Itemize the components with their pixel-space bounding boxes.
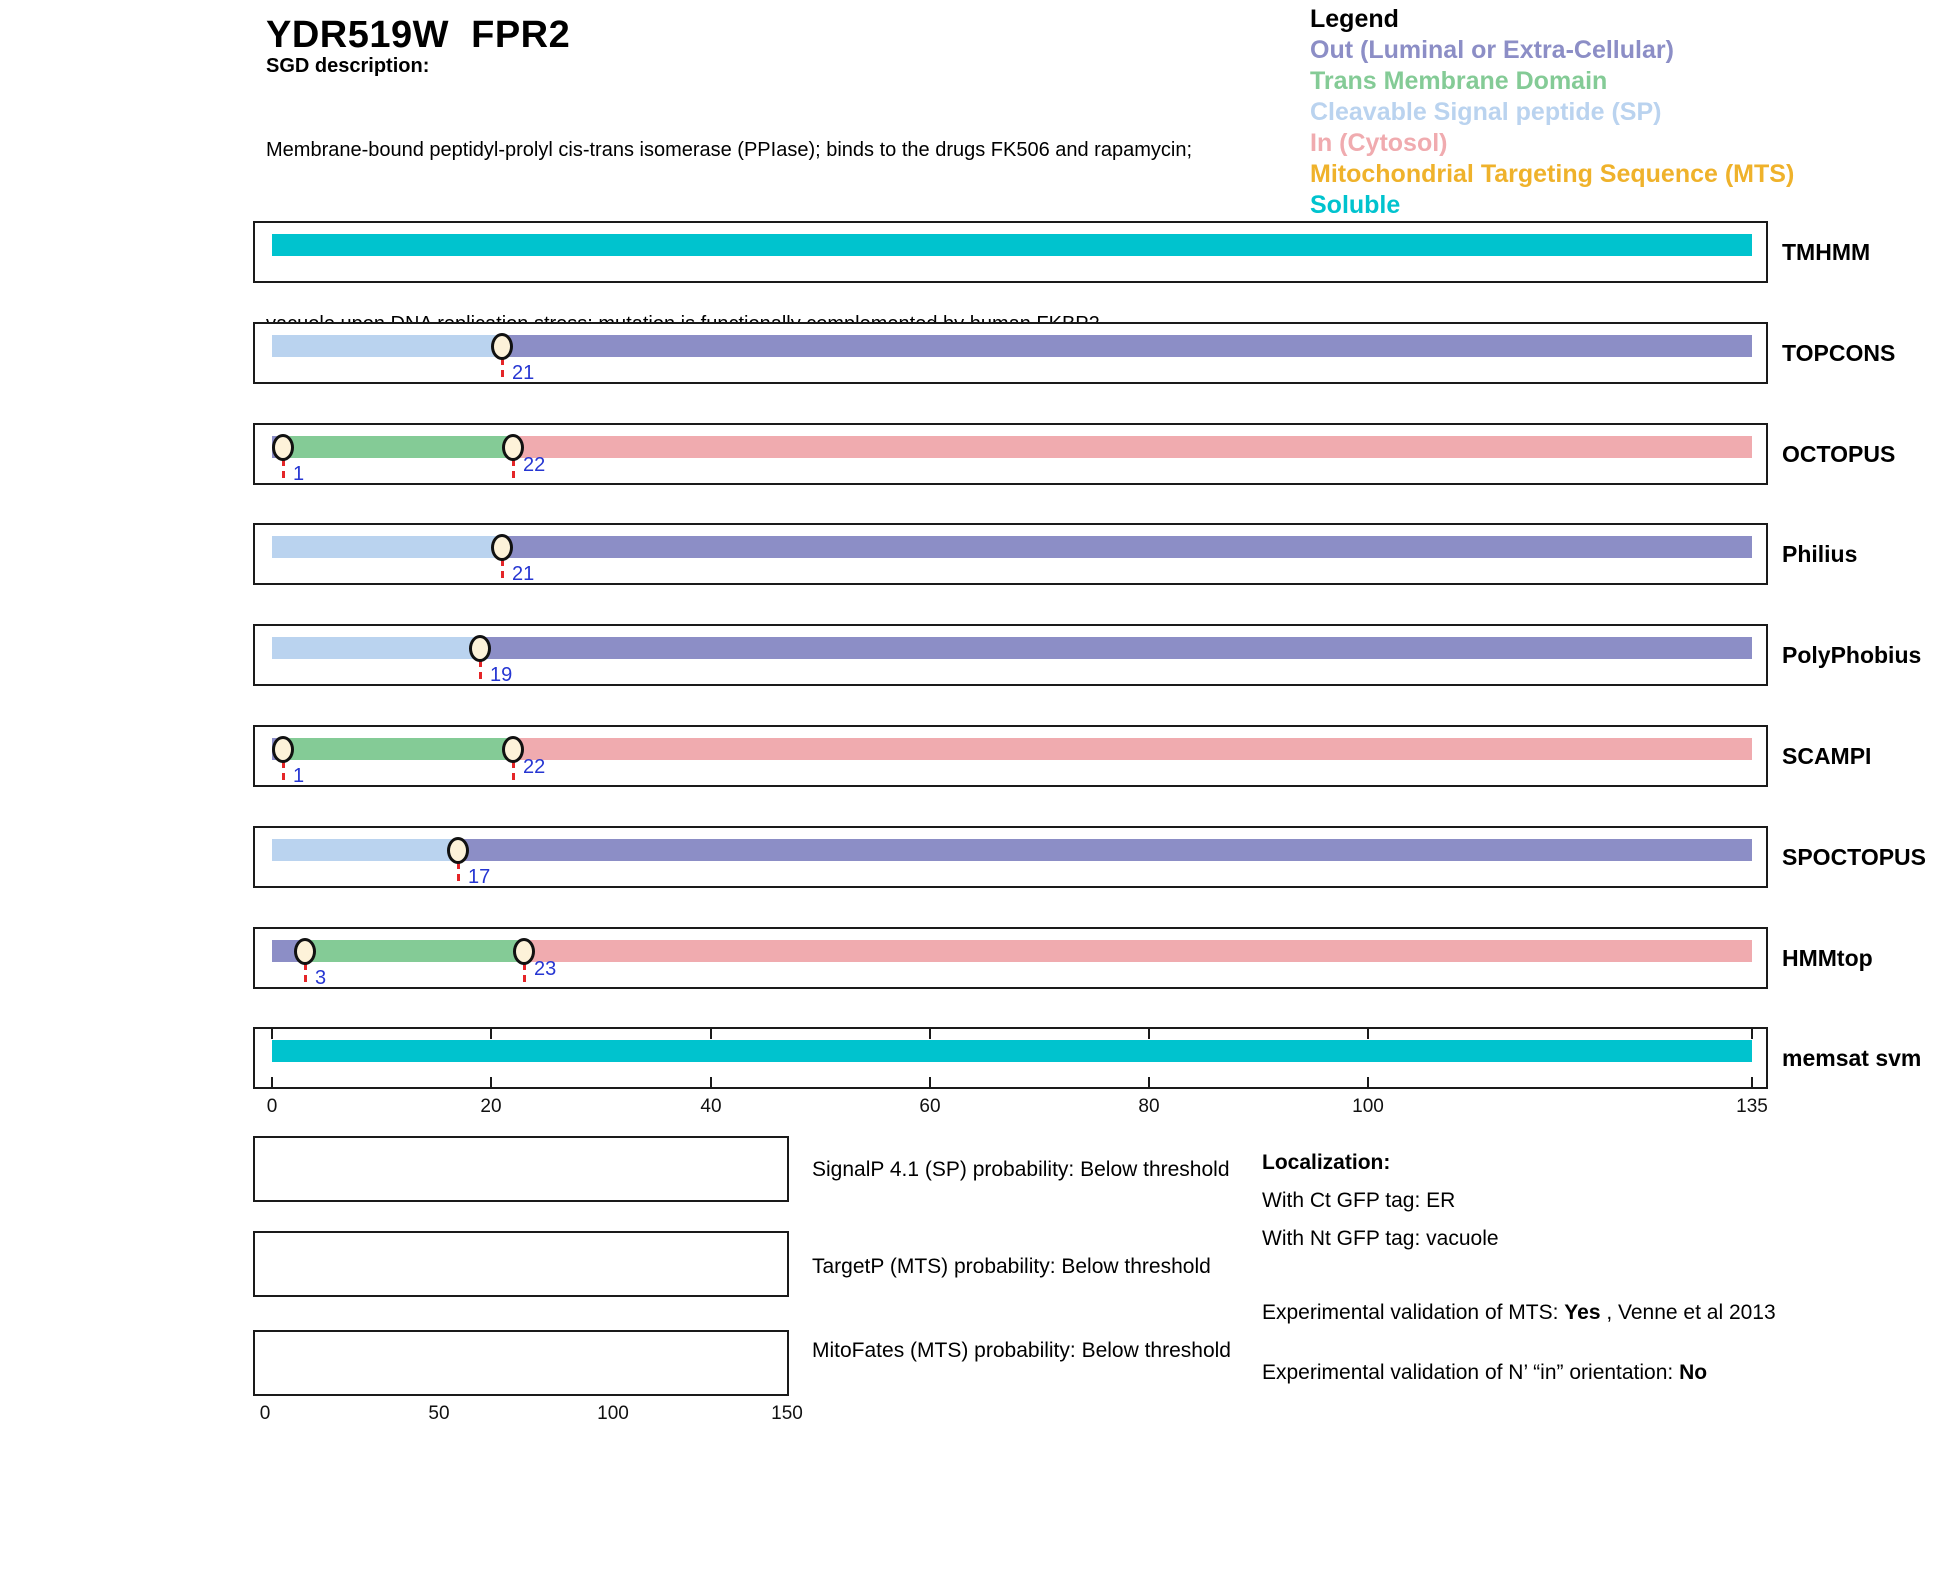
boundary-position-label: 1 [293, 463, 305, 485]
track-name-label: HMMtop [1782, 945, 1873, 971]
bar-segment-out [502, 335, 1752, 357]
boundary-marker [272, 434, 294, 461]
bar-segment-sp [272, 637, 480, 659]
sgd-description-heading: SGD description: [266, 55, 430, 77]
legend-title: Legend [1310, 5, 1399, 33]
bar-segment-in [513, 738, 1752, 760]
track-name-label: TOPCONS [1782, 340, 1896, 366]
axis-tick [929, 1029, 931, 1039]
axis-tick [1367, 1077, 1369, 1087]
mts-validation-line [1262, 1300, 1776, 1326]
legend-item-soluble: Soluble [1310, 191, 1401, 219]
legend-item-in-cytosol: In (Cytosol) [1310, 129, 1448, 157]
x-axis-tick-label: 100 [1352, 1096, 1384, 1117]
sgd-description-line: Membrane-bound peptidyl-prolyl cis-trans isomerase (PPIase); binds to the drugs FK506 and rapamycin; [266, 139, 1192, 161]
localization-nt-gfp: With Nt GFP tag: vacuole [1262, 1227, 1499, 1250]
signalp-probability-label: SignalP 4.1 (SP) probability: Below threshold [812, 1158, 1230, 1181]
mitofates-axis-label: 150 [771, 1403, 803, 1424]
bar-segment-in [513, 436, 1752, 458]
axis-tick [271, 1029, 273, 1039]
boundary-marker [502, 434, 524, 461]
axis-tick [1367, 1029, 1369, 1039]
targetp-probability-box [253, 1231, 789, 1297]
x-axis-tick-label: 40 [700, 1096, 722, 1117]
legend-item-trans-membrane: Trans Membrane Domain [1310, 67, 1608, 95]
legend-item-signal-peptide: Cleavable Signal peptide (SP) [1310, 98, 1662, 126]
mitofates-axis-label: 0 [259, 1403, 271, 1424]
bar-segment-tm [283, 738, 513, 760]
mitofates-probability-label: MitoFates (MTS) probability: Below threshold [812, 1339, 1231, 1362]
boundary-position-label: 21 [512, 563, 535, 585]
bar-segment-tm [283, 436, 513, 458]
axis-tick [1148, 1029, 1150, 1039]
legend-item-mts: Mitochondrial Targeting Sequence (MTS) [1310, 160, 1795, 188]
targetp-probability-label: TargetP (MTS) probability: Below threshold [812, 1255, 1211, 1278]
track-name-label: TMHMM [1782, 239, 1871, 265]
axis-tick [710, 1029, 712, 1039]
boundary-marker [469, 635, 491, 662]
boundary-marker [491, 534, 513, 561]
axis-tick [710, 1077, 712, 1087]
boundary-position-label: 22 [523, 756, 546, 778]
boundary-position-label: 1 [293, 765, 305, 787]
boundary-position-label: 19 [490, 664, 513, 686]
boundary-position-label: 3 [315, 967, 327, 989]
orientation-validation-prefix: Experimental validation of N’ “in” orientation: [1262, 1361, 1680, 1384]
orientation-validation-line [1262, 1360, 1707, 1386]
axis-tick [490, 1029, 492, 1039]
legend-item-out: Out (Luminal or Extra-Cellular) [1310, 36, 1674, 64]
bar-segment-soluble [272, 1040, 1752, 1062]
x-axis-tick-label: 80 [1138, 1096, 1160, 1117]
bar-segment-in [524, 940, 1752, 962]
boundary-marker [447, 837, 469, 864]
boundary-marker [294, 938, 316, 965]
bar-segment-out [458, 839, 1752, 861]
bar-segment-out [502, 536, 1752, 558]
axis-tick [1751, 1029, 1753, 1039]
axis-tick [1751, 1077, 1753, 1087]
orientation-validation-value: No [1679, 1361, 1708, 1384]
bar-segment-out [480, 637, 1752, 659]
boundary-position-label: 17 [468, 866, 491, 888]
localization-ct-gfp: With Ct GFP tag: ER [1262, 1189, 1456, 1212]
boundary-marker [491, 333, 513, 360]
page-title: YDR519W FPR2 [266, 14, 571, 56]
boundary-marker [272, 736, 294, 763]
boundary-position-label: 22 [523, 454, 546, 476]
bar-segment-tm [305, 940, 524, 962]
bar-segment-sp [272, 536, 502, 558]
axis-tick [490, 1077, 492, 1087]
boundary-marker [502, 736, 524, 763]
axis-tick [929, 1077, 931, 1087]
boundary-position-label: 21 [512, 362, 535, 384]
bar-segment-soluble [272, 234, 1752, 256]
bar-segment-sp [272, 335, 502, 357]
track-name-label: memsat svm [1782, 1045, 1922, 1071]
x-axis-tick-label: 60 [919, 1096, 941, 1117]
track-name-label: Philius [1782, 541, 1858, 567]
x-axis-tick-label: 20 [480, 1096, 502, 1117]
track-name-label: SCAMPI [1782, 743, 1872, 769]
boundary-position-label: 23 [534, 958, 557, 980]
bar-segment-sp [272, 839, 458, 861]
mitofates-axis-label: 100 [597, 1403, 629, 1424]
mitofates-probability-box [253, 1330, 789, 1396]
mitofates-axis-label: 50 [428, 1403, 450, 1424]
x-axis-tick-label: 135 [1736, 1096, 1768, 1117]
mts-validation-value: Yes [1564, 1301, 1601, 1324]
localization-heading: Localization: [1262, 1151, 1391, 1174]
signalp-probability-box [253, 1136, 789, 1202]
mts-validation-prefix: Experimental validation of MTS: [1262, 1301, 1565, 1324]
legend [1310, 4, 1794, 221]
track-name-label: SPOCTOPUS [1782, 844, 1926, 870]
track-name-label: OCTOPUS [1782, 441, 1896, 467]
axis-tick [1148, 1077, 1150, 1087]
axis-tick [271, 1077, 273, 1087]
mts-validation-suffix: , Venne et al 2013 [1600, 1301, 1776, 1324]
track-name-label: PolyPhobius [1782, 642, 1922, 668]
boundary-marker [513, 938, 535, 965]
x-axis-tick-label: 0 [266, 1096, 278, 1117]
